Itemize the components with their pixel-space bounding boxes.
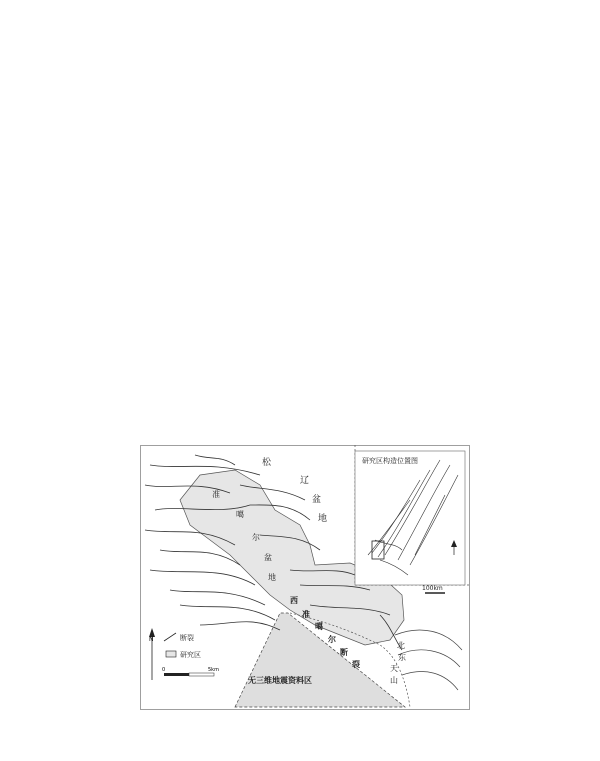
basin-name-char: 准 — [212, 490, 220, 499]
scale-label: 0 — [162, 667, 166, 673]
edge-label-char: 东 — [398, 653, 406, 662]
inset-map — [355, 451, 465, 593]
label-char: 辽 — [300, 476, 310, 486]
inset-title: 研究区构造位置图 — [362, 457, 418, 465]
basin-name-char: 噶 — [236, 510, 244, 519]
legend-area-swatch — [166, 651, 176, 657]
fault-name-char: 裂 — [352, 660, 360, 669]
basin-name-char: 地 — [268, 573, 276, 582]
edge-label-char: 天 — [390, 664, 398, 673]
north-label: N — [149, 636, 154, 643]
no-data-label: 无三维地震资料区 — [248, 676, 312, 685]
fault-name-char: 准 — [302, 610, 310, 619]
edge-label-char: 北 — [397, 641, 405, 650]
legend-area-label: 研究区 — [180, 651, 201, 659]
fault-name-char: 断 — [340, 648, 348, 657]
label-char: 松 — [262, 458, 272, 468]
fault-name-char: 尔 — [328, 635, 336, 644]
fault-name-char: 西 — [290, 596, 298, 605]
legend-fault-label: 断裂 — [180, 634, 194, 642]
inset-scale-label: 100km — [422, 585, 443, 592]
geologic-map-figure — [140, 445, 470, 710]
basin-name-char: 盆 — [264, 553, 272, 562]
scale-label: 5km — [208, 667, 219, 673]
edge-label-char: 山 — [390, 676, 398, 685]
label-char: 盆 — [312, 495, 322, 505]
basin-name-char: 尔 — [252, 533, 260, 542]
label-char: 地 — [318, 514, 328, 524]
fault-name-char: 噶 — [315, 622, 323, 631]
